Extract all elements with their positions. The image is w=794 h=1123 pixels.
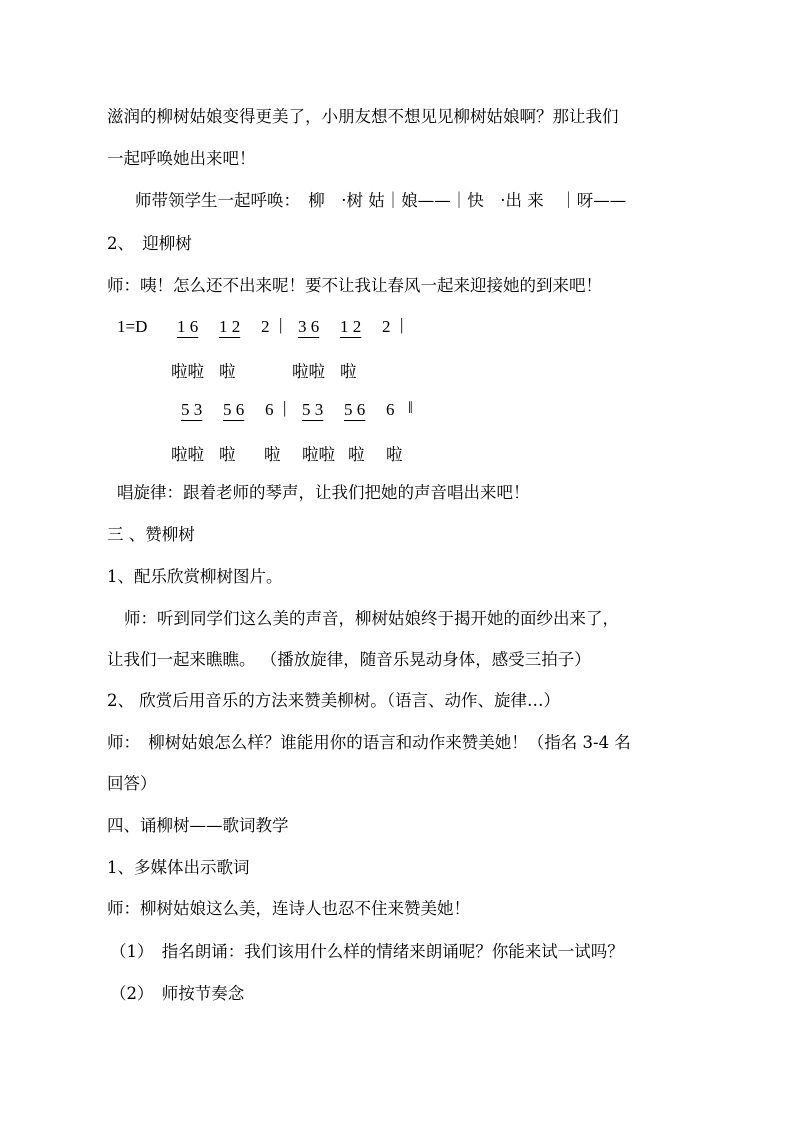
section-heading: 三 、赞柳树	[107, 525, 195, 544]
paragraph-line: 师：柳树姑娘这么美，连诗人也忍不住来赞美她！	[107, 899, 470, 918]
section-heading: 2、 迎柳树	[107, 234, 192, 253]
score-lyric: 啦	[386, 445, 403, 464]
score-note: 2	[382, 317, 391, 336]
score-lyric: 啦啦	[171, 445, 204, 464]
paragraph-line: 滋润的柳树姑娘变得更美了，小朋友想不想见见柳树姑娘啊？那让我们	[107, 107, 619, 126]
score-note: 1 2	[340, 317, 362, 336]
score-note: 1 6	[177, 317, 199, 336]
paragraph-line: （1） 指名朗诵：我们该用什么样的情绪来朗诵呢？你能来试一试吗？	[110, 942, 624, 961]
score-barline: |	[283, 398, 287, 417]
score-end-barline: ‖	[408, 398, 413, 417]
score-barline: |	[279, 315, 283, 334]
paragraph-line: 唱旋律：跟着老师的琴声，让我们把她的声音唱出来吧！	[117, 483, 530, 502]
score-lyric: 啦啦	[302, 445, 335, 464]
score-barline: |	[400, 315, 404, 334]
paragraph-line: 回答）	[107, 774, 157, 793]
section-heading: 1、配乐欣赏柳树图片。	[107, 567, 283, 586]
score-note: 5 3	[302, 400, 324, 419]
section-heading: 1、多媒体出示歌词	[107, 858, 250, 877]
score-note: 2	[261, 317, 270, 336]
score-note: 5 6	[223, 400, 245, 419]
calling-rhythm-line: 师带领学生一起呼唤： 柳 ·树 姑｜娘——｜快 ·出 来 ｜呀——	[135, 191, 627, 210]
paragraph-line: 师： 柳树姑娘怎么样？谁能用你的语言和动作来赞美她！（指名 3-4 名	[107, 733, 631, 752]
paragraph-line: （2） 师按节奏念	[110, 984, 245, 1003]
score-lyric: 啦啦	[292, 362, 325, 381]
score-lyric: 啦	[348, 445, 365, 464]
paragraph-line: 师：咦！怎么还不出来呢！要不让我让春风一起来迎接她的到来吧！	[107, 276, 602, 295]
score-lyric: 啦	[264, 445, 281, 464]
paragraph-line: 师：听到同学们这么美的声音，柳树姑娘终于揭开她的面纱出来了，	[124, 609, 619, 628]
score-lyric: 啦	[219, 445, 236, 464]
score-note: 1 2	[219, 317, 241, 336]
score-note: 6	[386, 400, 395, 419]
score-key: 1=D	[117, 317, 148, 336]
score-note: 5 6	[344, 400, 366, 419]
score-note: 5 3	[181, 400, 203, 419]
paragraph-line: 让我们一起来瞧瞧。 （播放旋律，随音乐晃动身体，感受三拍子）	[107, 650, 591, 669]
score-note: 6	[265, 400, 274, 419]
score-lyric: 啦	[219, 362, 236, 381]
score-note: 3 6	[298, 317, 320, 336]
paragraph-line: 一起呼唤她出来吧！	[107, 149, 256, 168]
section-heading: 四、诵柳树——歌词教学	[107, 816, 289, 835]
score-lyric: 啦	[340, 362, 357, 381]
score-lyric: 啦啦	[171, 362, 204, 381]
section-heading: 2、 欣赏后用音乐的方法来赞美柳树。（语言、动作、旋律…）	[107, 691, 560, 710]
